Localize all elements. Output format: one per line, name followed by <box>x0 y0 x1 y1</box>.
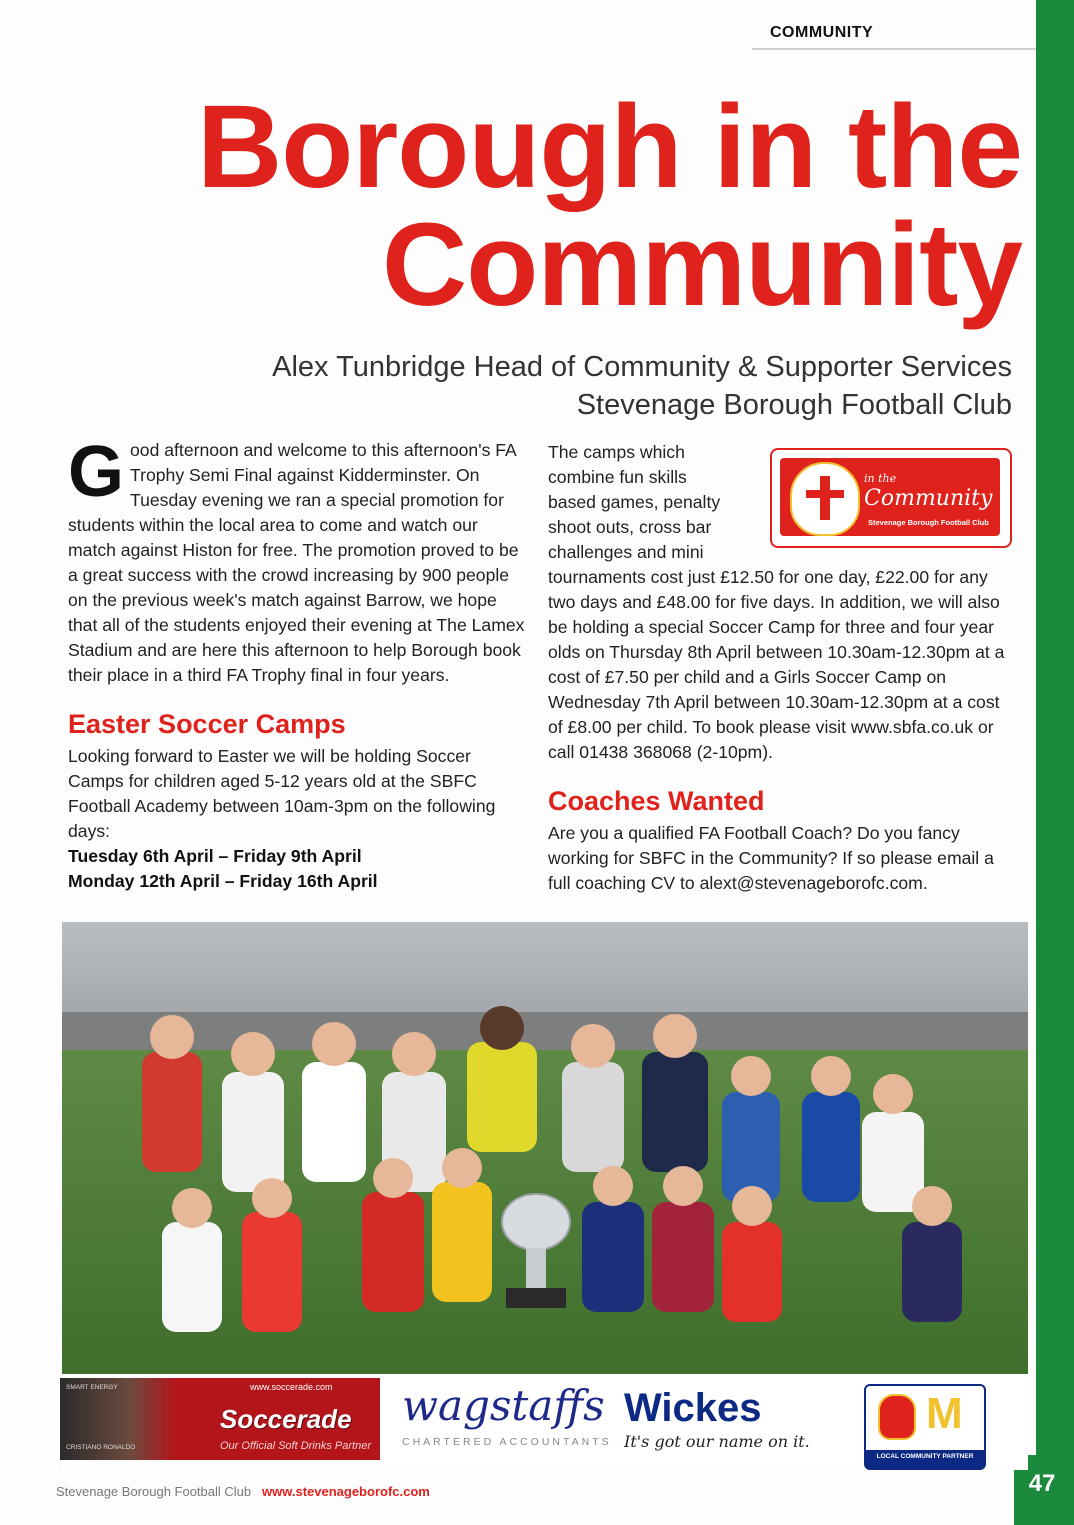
kid-shirt <box>902 1222 962 1322</box>
camps-line-3: based games, penalty <box>548 492 721 512</box>
soccerade-url: www.soccerade.com <box>250 1382 333 1392</box>
kid-shirt <box>582 1202 644 1312</box>
easter-text: Looking forward to Easter we will be holding Soccer Camps for children aged 5-12 years old at the SBFC Football Academy between 10am-3pm on the following days: <box>68 746 496 841</box>
back-row-kids <box>142 1006 924 1212</box>
community-logo <box>770 448 1012 548</box>
kid-head <box>312 1022 356 1066</box>
kid-head <box>172 1188 212 1228</box>
kid-head <box>653 1014 697 1058</box>
kid-head <box>912 1186 952 1226</box>
page-number: 47 <box>1028 1470 1056 1497</box>
kid-shirt <box>642 1052 708 1172</box>
kid-shirt <box>222 1072 284 1192</box>
camps-text: tournaments cost just £12.50 for one day, £22.00 for any two days and £48.00 for five days. In addition, we will also be holding a special Soccer Camp for three and four year olds on Thursday 8th April between 10.30am-12.30pm at a cost of £7.50 per child and a Girls Soccer Camp on Wednesday 7th April between 10.30am-12.30pm at a cost of £8.00 per child. To book please visit www.sbfa.co.uk or call 01438 368068 (2-10pm). <box>548 567 1005 762</box>
kid-head <box>663 1166 703 1206</box>
kid-head <box>442 1148 482 1188</box>
soccerade-tagline: Our Official Soft Drinks Partner <box>220 1440 371 1452</box>
kid-shirt <box>362 1192 424 1312</box>
kid-shirt <box>467 1042 537 1152</box>
trophy-icon <box>502 1194 570 1308</box>
kid-head <box>480 1006 524 1050</box>
crest-stripe <box>820 476 830 520</box>
logo-club-name: Stevenage Borough Football Club <box>868 518 989 527</box>
camps-line-2: combine fun skills <box>548 467 687 487</box>
kid-head <box>873 1074 913 1114</box>
club-crest-icon <box>790 462 860 536</box>
team-photo <box>62 922 1028 1374</box>
community-logo-panel <box>780 458 1000 536</box>
drop-cap: G <box>68 432 125 512</box>
community-partner-badge[interactable] <box>864 1384 986 1470</box>
soccerade-ad[interactable] <box>60 1378 380 1460</box>
byline-author: Alex Tunbridge Head of Community & Supporter Services <box>272 351 1012 383</box>
soccerade-smart-energy: SMART ENERGY <box>66 1384 118 1391</box>
soccerade-logo: Soccerade <box>220 1404 352 1434</box>
crest-bar <box>806 490 844 498</box>
kid-head <box>732 1186 772 1226</box>
page-title <box>62 81 1022 331</box>
kid-head <box>731 1056 771 1096</box>
easter-date-2: Monday 12th April – Friday 16th April <box>68 871 378 891</box>
kid-head <box>150 1015 194 1059</box>
kid-shirt <box>802 1092 860 1202</box>
green-page-edge <box>1036 0 1074 1525</box>
footer-website-link[interactable]: www.stevenageborofc.com <box>262 1484 430 1499</box>
kid-head <box>373 1158 413 1198</box>
kid-shirt <box>302 1062 366 1182</box>
kid-shirt <box>562 1062 624 1172</box>
byline-club: Stevenage Borough Football Club <box>576 389 1012 421</box>
footer-club-name: Stevenage Borough Football Club <box>56 1484 252 1499</box>
camps-line-5: challenges and mini <box>548 542 704 562</box>
kid-head <box>811 1056 851 1096</box>
coaches-text: Are you a qualified FA Football Coach? Do you fancy working for SBFC in the Community? If so please email a full coaching CV to alext@stevenageborofc.com. <box>548 823 994 893</box>
logo-in-the: in the <box>864 472 897 485</box>
kid-head <box>593 1166 633 1206</box>
kid-head <box>231 1032 275 1076</box>
kid-shirt <box>652 1202 714 1312</box>
kid-head <box>252 1178 292 1218</box>
title-line-2: Community <box>382 199 1022 331</box>
mcdonalds-logo-icon: M <box>926 1389 963 1438</box>
wagstaffs-ad[interactable] <box>402 1381 612 1448</box>
section-label: COMMUNITY <box>770 24 874 41</box>
camps-line-4: shoot outs, cross bar <box>548 517 712 537</box>
logo-community-script: Community <box>864 486 993 511</box>
kid-shirt <box>242 1212 302 1332</box>
kid-shirt <box>722 1092 780 1202</box>
kid-head <box>571 1024 615 1068</box>
wickes-tagline: It's got our name on it. <box>624 1432 810 1451</box>
wickes-ad[interactable] <box>624 1388 864 1451</box>
easter-heading: Easter Soccer Camps <box>68 709 346 739</box>
title-line-1: Borough in the <box>197 81 1022 213</box>
soccerade-player: CRISTIANO RONALDO <box>66 1444 136 1451</box>
wagstaffs-subtitle: CHARTERED ACCOUNTANTS <box>402 1436 612 1448</box>
children-group-illustration <box>62 922 1028 1374</box>
byline <box>150 348 1012 424</box>
kid-shirt <box>722 1222 782 1322</box>
easter-date-1: Tuesday 6th April – Friday 9th April <box>68 846 362 866</box>
kid-shirt <box>432 1182 492 1302</box>
partner-label: LOCAL COMMUNITY PARTNER <box>876 1453 974 1460</box>
intro-paragraph <box>68 432 530 688</box>
kid-shirt <box>142 1052 202 1172</box>
wagstaffs-logo: wagstaffs <box>402 1381 605 1430</box>
kid-shirt <box>162 1222 222 1332</box>
camps-line-1: The camps which <box>548 442 685 462</box>
intro-text: ood afternoon and welcome to this afternoon's FA Trophy Semi Final against Kidderminster. On Tuesday evening we ran a special promotion for students within the local area to come and watch our match against Histon for free. The promotion proved to be a great success with the crowd increasing by 900 people on the previous week's match against Barrow, we hope that all of the students enjoyed their evening at The Lamex Stadium and are here this afternoon to help Borough book their place in a third FA Trophy final in four years. <box>68 440 525 685</box>
wickes-logo: Wickes <box>624 1386 762 1430</box>
kid-head <box>392 1032 436 1076</box>
partner-crest-icon <box>878 1394 916 1440</box>
section-divider <box>752 48 1036 50</box>
left-column <box>68 432 530 894</box>
coaches-heading: Coaches Wanted <box>548 786 765 816</box>
